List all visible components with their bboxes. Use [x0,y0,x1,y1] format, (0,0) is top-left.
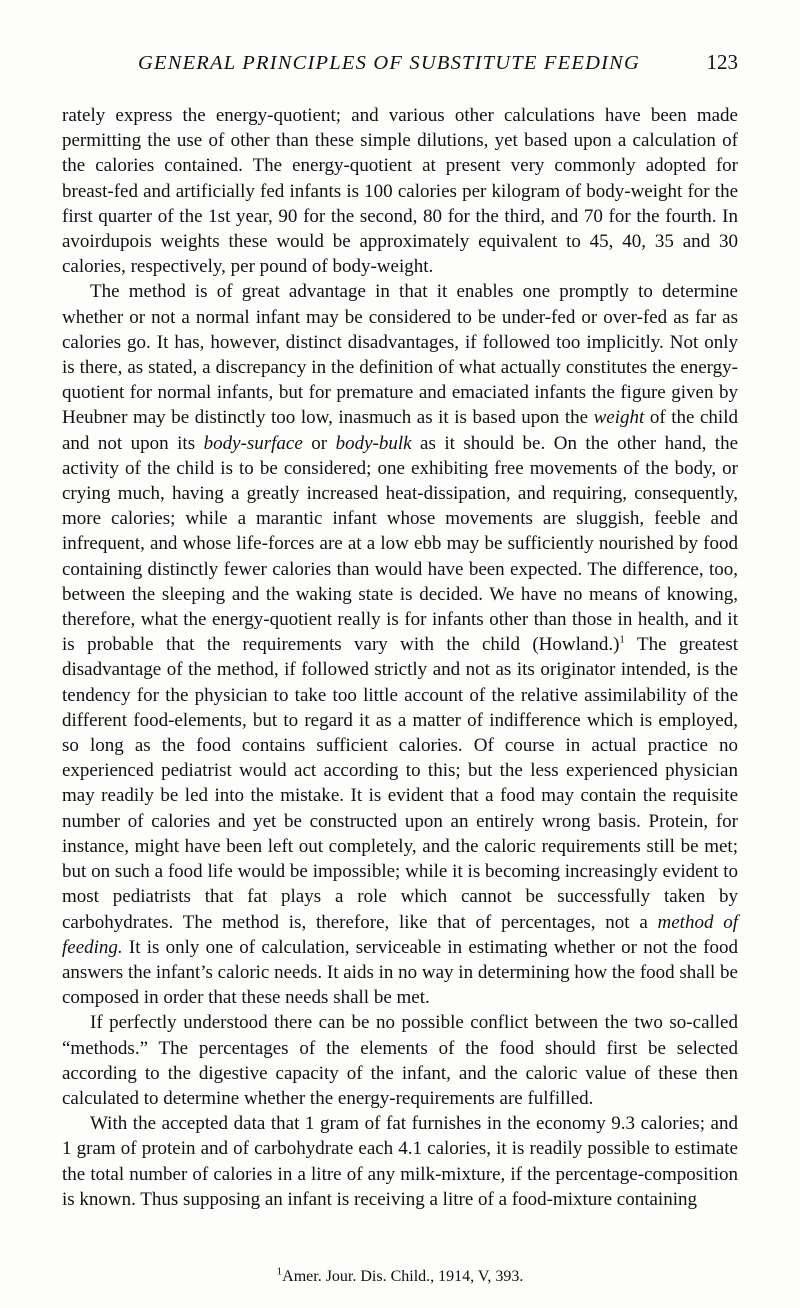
footnote-reference: 1 [619,633,625,646]
paragraph-2-text-a: The method is of great advantage in that it enables one promptly to determine whether or not a normal infant may be considered to be under-fed or over-fed as far as calories go. It has, however, distinct disadvantages, if followed too implicitly. Not only is there, as stated, a discrepancy in the definition of what actually constitutes the energy-quotient for normal infants, but for premature and emaciated infants the figure given by Heubner may be distinctly too low, inasmuch as it is based upon the [62,281,738,429]
paragraph-4: With the accepted data that 1 gram of fat furnishes in the economy 9.3 calories; and 1 gram of protein and of carbohydrate each 4.1 calories, it is readily possible to estimate the total number of calories in a litre of any milk-mixture, if the percentage-composition is known. Thus supposing an infant is receiving a litre of a food-mixture containing [62,1113,738,1210]
paragraph-2-text-d: as it should be. On the other hand, the activity of the child is to be considered; one exhibiting free movements of the body, or crying much, having a greatly increased heat-dissipation, and requiring, consequently, more calories; while a marantic infant whose movements are sluggish, feeble and infrequent, and whose life-forces are at a low ebb may be sufficiently nourished by food containing distinctly fewer calories than would have been expected. The difference, too, between the sleeping and the waking state is decided. We have no means of knowing, therefore, what the energy-quotient really is for infants other than those in health, and it is probable that the requirements vary with the child (Howland.) [62,432,739,656]
paragraph-1: rately express the energy-quotient; and various other calculations have been made permitting the use of other than these simple dilutions, yet based upon a calculation of the calories contained. The energy-quotient at present very commonly adopted for breast-fed and artificially fed infants is 100 calories per kilogram of body-weight for the first quarter of the 1st year, 90 for the second, 80 for the third, and 70 for the fourth. In avoirdupois weights these would be approximately equivalent to 45, 40, 35 and 30 calories, respectively, per pound of body-weight. [62,105,738,278]
paragraph-3: If perfectly understood there can be no possible conflict between the two so-called “methods.” The percentages of the elements of the food should first be selected according to the digestive capacity of the infant, and the caloric value of these then calculated to determine whether the energy-requirements are fulfilled. [62,1012,738,1109]
emphasis-method-of-feeding: method of feeding. [62,911,738,958]
paragraph-2 [62,279,738,1010]
page-header [100,50,738,80]
paragraph-2-text-c: or [302,432,336,454]
paragraph-2-text-e: The greatest disadvantage of the method, if followed strictly and not as its originator intended, is the tendency for the physician to take too little account of the relative assimilability of the different food-elements, but to regard it as a matter of indifference which is employed, so long as the food contains sufficient calories. Of course in actual practice no experienced pediatrist would act according to this; but the less experienced physician may readily be led into the mistake. It is evident that a food may contain the requisite number of calories and yet be constructed upon an entirely wrong basis. Protein, for instance, might have been left out completely, and the caloric requirements still be met; but on such a food life would be impossible; while it is becoming increasingly evident to most pediatrists that fat plays a role which cannot be successfully taken by carbohydrates. The method is, therefore, like that of percentages, not a [62,634,738,933]
footnote [62,1267,738,1287]
page-number: 123 [706,50,738,74]
body-text [62,103,738,1212]
emphasis-body-surface: body-surface [203,432,303,454]
footnote-marker: 1 [276,1265,283,1278]
paragraph-2-text-f: It is only one of calculation, serviceable in estimating whether or not the food answers the infant’s caloric needs. It aids in no way in determining how the food shall be composed in order that these needs shall be met. [62,936,738,1009]
emphasis-body-bulk: body-bulk [335,432,412,454]
footnote-text: Amer. Jour. Dis. Child., 1914, V, 393. [282,1268,524,1285]
emphasis-weight: weight [593,407,645,429]
paragraph-2-text-b: of the child and not upon its [62,407,738,454]
running-title: GENERAL PRINCIPLES OF SUBSTITUTE FEEDING [137,52,641,74]
